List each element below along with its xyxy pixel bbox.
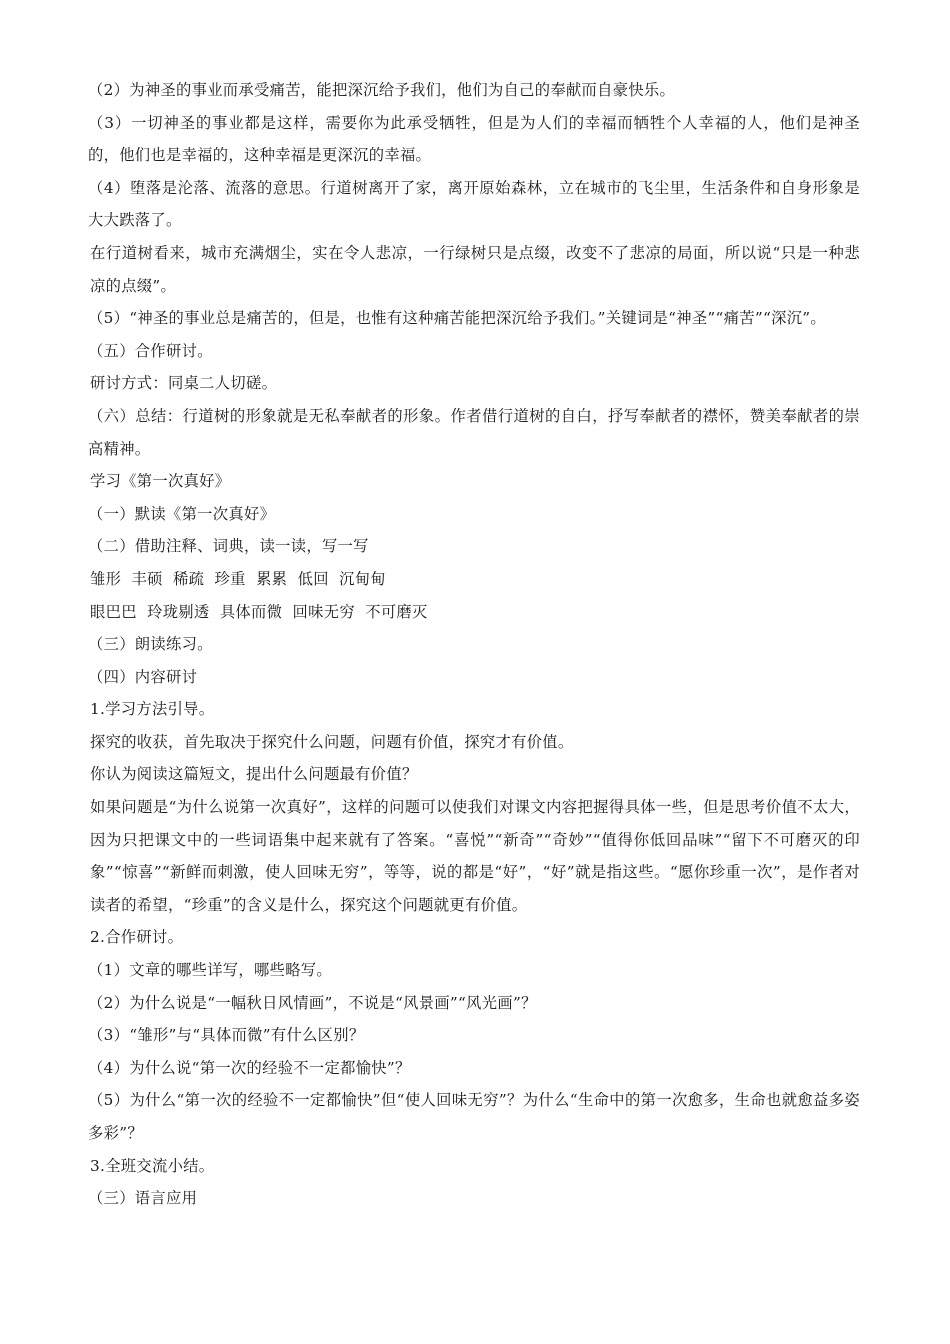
question-2: （2）为什么说是“一幅秋日风情画”，不说是“风景画”“风光画”？ bbox=[88, 993, 537, 1012]
question-4: （4）为什么说“第一次的经验不一定都愉快”？ bbox=[88, 1058, 411, 1077]
paragraph-summary: （六）总结：行道树的形象就是无私奉献者的形象。作者借行道树的自白，抒写奉献者的襟怀，赞美奉献者的崇高精神。 bbox=[88, 406, 860, 458]
question-3: （3）“雏形”与“具体而微”有什么区别？ bbox=[88, 1026, 365, 1045]
paragraph-method: 探究的收获，首先取决于探究什么问题，问题有价值，探究才有价值。 bbox=[90, 732, 574, 751]
paragraph-question: 你认为阅读这篇短文，提出什么问题最有价值？ bbox=[90, 765, 418, 784]
section-heading-1: （一）默读《第一次真好》 bbox=[88, 504, 276, 523]
paragraph-answer-3: （3）一切神圣的事业都是这样，需要你为此承受牺牲，但是为人们的幸福而牺牲个人幸福的人，他们是神圣的，他们也是幸福的，这种幸福是更深沉的幸福。 bbox=[88, 113, 860, 165]
section-heading-3: （三）朗读练习。 bbox=[88, 635, 213, 654]
lesson-heading: 学习《第一次真好》 bbox=[90, 472, 231, 491]
paragraph-discussion-method: 研讨方式：同桌二人切磋。 bbox=[90, 374, 278, 393]
paragraph-analysis: 如果问题是“为什么说第一次真好”，这样的问题可以使我们对课文内容把握得具体一些，但是思考价值不太大，因为只把课文中的一些词语集中起来就有了答案。“喜悦”“新奇”“奇妙”“值得你低回品味”“留下不可磨灭的印象”“惊喜”“新鲜而刺激，使人回味无穷”，等等，说的都是“好”，“好”就是指这些。“愿你珍重一次”，是作者对读者的希望，“珍重”的含义是什么，探究这个问题就更有价值。 bbox=[90, 798, 860, 914]
step-heading-2: 2.合作研讨。 bbox=[90, 928, 184, 947]
paragraph-answer-2: （2）为神圣的事业而承受痛苦，能把深沉给予我们，他们为自己的奉献而自豪快乐。 bbox=[88, 81, 676, 99]
question-5: （5）为什么“第一次的经验不一定都愉快”但“使人回味无穷”？为什么“生命中的第一次愈多，生命也就愈益多姿多彩”？ bbox=[88, 1091, 860, 1142]
vocabulary-line-2: 眼巴巴 玲珑剔透 具体而微 回味无穷 不可磨灭 bbox=[90, 602, 428, 621]
paragraph-answer-4: （4）堕落是沦落、流落的意思。行道树离开了家，离开原始森林，立在城市的飞尘里，生活条件和自身形象是大大跌落了。 bbox=[88, 178, 860, 230]
step-heading-1: 1.学习方法引导。 bbox=[90, 700, 215, 719]
step-heading-3: 3.全班交流小结。 bbox=[90, 1156, 215, 1175]
paragraph-answer-5: （5）“神圣的事业总是痛苦的，但是，也惟有这种痛苦能把深沉给予我们。”关键词是“神圣”“痛苦”“深沉”。 bbox=[88, 309, 827, 328]
vocabulary-line-1: 雏形 丰硕 稀疏 珍重 累累 低回 沉甸甸 bbox=[90, 569, 386, 588]
question-1: （1）文章的哪些详写，哪些略写。 bbox=[88, 961, 332, 980]
section-heading-5: （五）合作研讨。 bbox=[88, 341, 213, 360]
section-heading-language: （三）语言应用 bbox=[88, 1189, 198, 1208]
paragraph-answer-4-cont: 在行道树看来，城市充满烟尘，实在令人悲凉，一行绿树只是点缀，改变不了悲凉的局面，所以说“只是一种悲凉的点缀”。 bbox=[90, 243, 860, 295]
section-heading-4: （四）内容研讨 bbox=[88, 667, 198, 686]
section-heading-2: （二）借助注释、词典，读一读，写一写 bbox=[88, 537, 369, 556]
document-body bbox=[90, 74, 860, 1215]
